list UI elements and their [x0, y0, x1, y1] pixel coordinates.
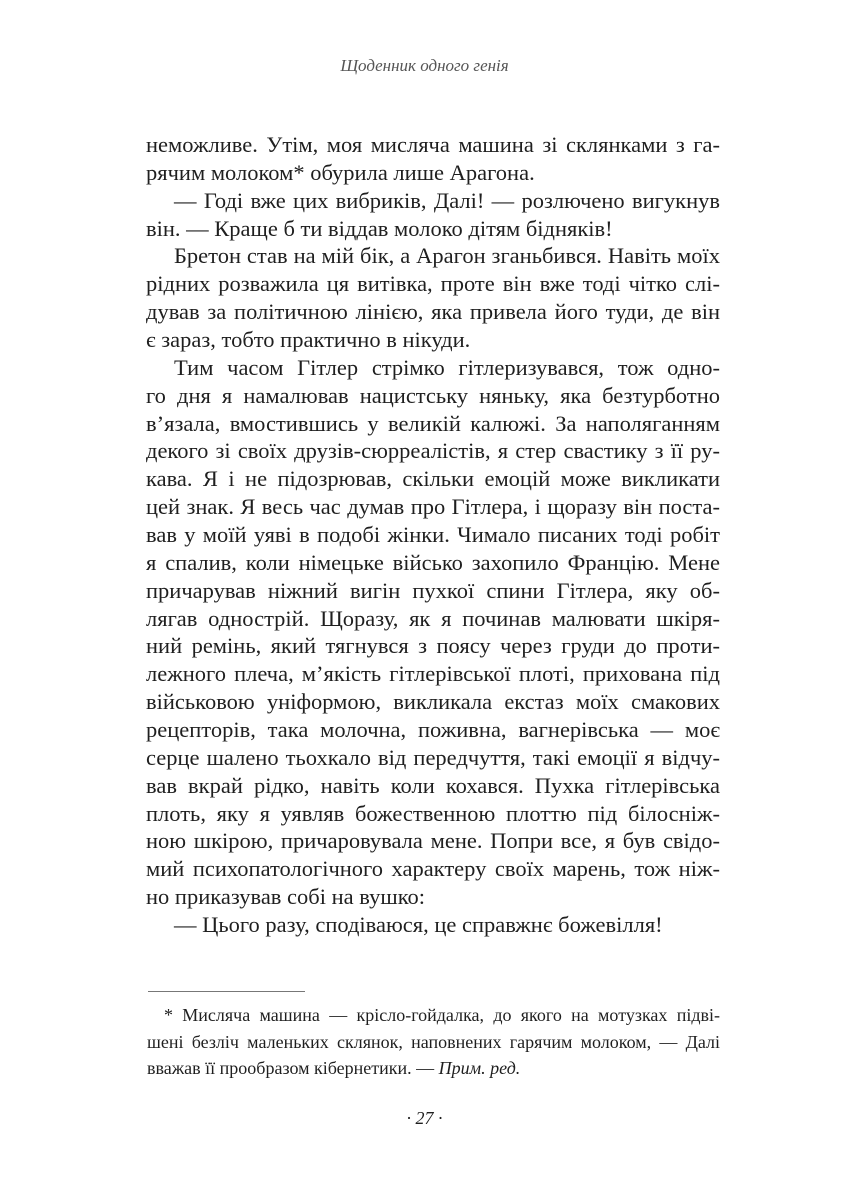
text-line: я спалив, коли німецьке військо захопило Францію. Мене	[146, 549, 720, 575]
footnote	[147, 1002, 720, 1082]
text-line: є зараз, тобто практично в нікуди.	[146, 327, 471, 353]
text-line: мий психопатологічного характеру своїх марень, тож ніж-	[146, 856, 720, 882]
text-line: кава. Я і не підозрював, скільки емоцій може викликати	[146, 466, 720, 492]
text-line: причарував ніжний вигін пухкої спини Гітлера, яку об-	[146, 577, 720, 603]
text-line: плоть, яку я уявляв божественною плоттю під білосніж-	[146, 800, 720, 826]
footnote-line: * Мисляча машина — крісло-гойдалка, до якого на мотузках підві-	[164, 1005, 720, 1025]
footnote-line: шені безліч маленьких склянок, наповнених гарячим молоком, — Далі	[147, 1031, 720, 1052]
text-line: Тим часом Гітлер стрімко гітлеризувався, тож одно-	[174, 354, 720, 380]
text-line: — Цього разу, сподіваюся, це справжнє божевілля!	[174, 912, 663, 938]
footnote-line	[147, 1055, 720, 1082]
footnote-attribution: Прим. ред.	[438, 1058, 521, 1078]
text-line: рідних розважила ця витівка, проте він вже тоді чітко слі-	[146, 271, 720, 297]
text-line: ний ремінь, який тягнувся з поясу через груди до проти-	[146, 633, 720, 659]
body-text	[146, 131, 720, 939]
text-line: ною шкірою, причаровувала мене. Попри все, я був свідо-	[146, 828, 720, 854]
text-line: лежного плеча, м’якість гітлерівської плоті, прихована під	[146, 661, 720, 687]
footnote-divider	[148, 991, 305, 992]
text-line: рецепторів, така молочна, поживна, вагнерівська — моє	[146, 717, 720, 743]
text-line: декого зі своїх друзів-сюрреалістів, я стер свастику з її ру-	[146, 438, 720, 464]
text-line: вав вкрай рідко, навіть коли кохався. Пухка гітлерівська	[146, 772, 720, 798]
text-line: вав у моїй уяві в подобі жінки. Чимало писаних тоді робіт	[146, 522, 720, 548]
text-line: цей знак. Я весь час думав про Гітлера, і щоразу він поста-	[146, 494, 720, 520]
page-number: · 27 ·	[406, 1108, 443, 1128]
footnote-text: вважав її прообразом кібернетики. —	[147, 1058, 439, 1078]
text-line: дував за політичною лінією, яка привела його туди, де він	[146, 299, 720, 325]
text-line: го дня я намалював нацистську няньку, яка безтурботно	[146, 382, 720, 408]
text-line: лягав однострій. Щоразу, як я починав малювати шкіря-	[146, 605, 720, 631]
text-line: військовою уніформою, викликала екстаз моїх смакових	[146, 689, 720, 715]
text-line: Бретон став на мій бік, а Арагон зганьбився. Навіть моїх	[174, 243, 720, 269]
text-line: рячим молоком* обурила лише Арагона.	[146, 159, 535, 185]
text-line: в’язала, вмостившись у великій калюжі. За наполяганням	[146, 410, 720, 436]
text-line: неможливе. Утім, моя мисляча машина зі склянками з га-	[146, 132, 720, 157]
running-header: Щоденник одного генія	[340, 56, 509, 75]
text-line: він. — Краще б ти віддав молоко дітям бідняків!	[146, 215, 613, 241]
text-line: серце шалено тьохкало від передчуття, такі емоції я відчу-	[146, 744, 720, 770]
text-line: — Годі вже цих вибриків, Далі! — розлючено вигукнув	[174, 187, 720, 213]
text-line: но приказував собі на вушко:	[146, 884, 425, 910]
